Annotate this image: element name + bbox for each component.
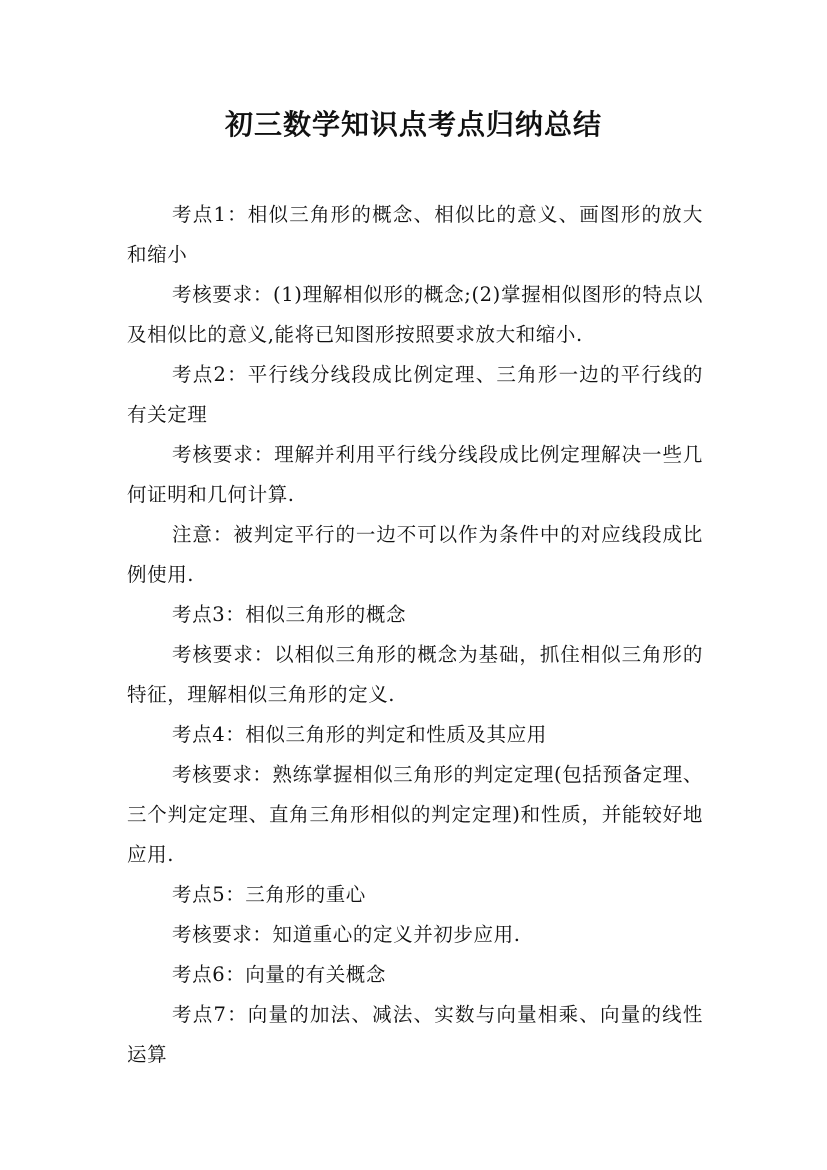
paragraph-requirement-5: 考核要求：知道重心的定义并初步应用. [172, 923, 521, 946]
paragraph-point-5: 考点5：三角形的重心 [172, 883, 366, 906]
paragraph-point-2: 考点2：平行线分线段成比例定理、三角形一边的平行线的有关定理 [127, 363, 703, 426]
paragraph-point-6: 考点6：向量的有关概念 [172, 963, 387, 986]
document-title: 初三数学知识点考点归纳总结 [224, 108, 602, 141]
paragraph-point-7: 考点7：向量的加法、减法、实数与向量相乘、向量的线性运算 [127, 1003, 703, 1066]
paragraph-note-2: 注意：被判定平行的一边不可以作为条件中的对应线段成比例使用. [127, 523, 703, 586]
paragraph-requirement-4: 考核要求：熟练掌握相似三角形的判定定理(包括预备定理、三个判定定理、直角三角形相似的判定定理)和性质，并能较好地应用. [127, 763, 703, 866]
paragraph-point-1: 考点1：相似三角形的概念、相似比的意义、画图形的放大和缩小 [127, 203, 703, 266]
paragraph-point-4: 考点4：相似三角形的判定和性质及其应用 [172, 723, 547, 746]
document-body [127, 195, 703, 1075]
paragraph-requirement-2: 考核要求：理解并利用平行线分线段成比例定理解决一些几何证明和几何计算. [127, 443, 703, 506]
paragraph-requirement-3: 考核要求：以相似三角形的概念为基础，抓住相似三角形的特征，理解相似三角形的定义. [127, 643, 703, 706]
paragraph-point-3: 考点3：相似三角形的概念 [172, 603, 407, 626]
paragraph-requirement-1: 考核要求：(1)理解相似形的概念;(2)掌握相似图形的特点以及相似比的意义,能将已知图形按照要求放大和缩小. [127, 283, 703, 346]
